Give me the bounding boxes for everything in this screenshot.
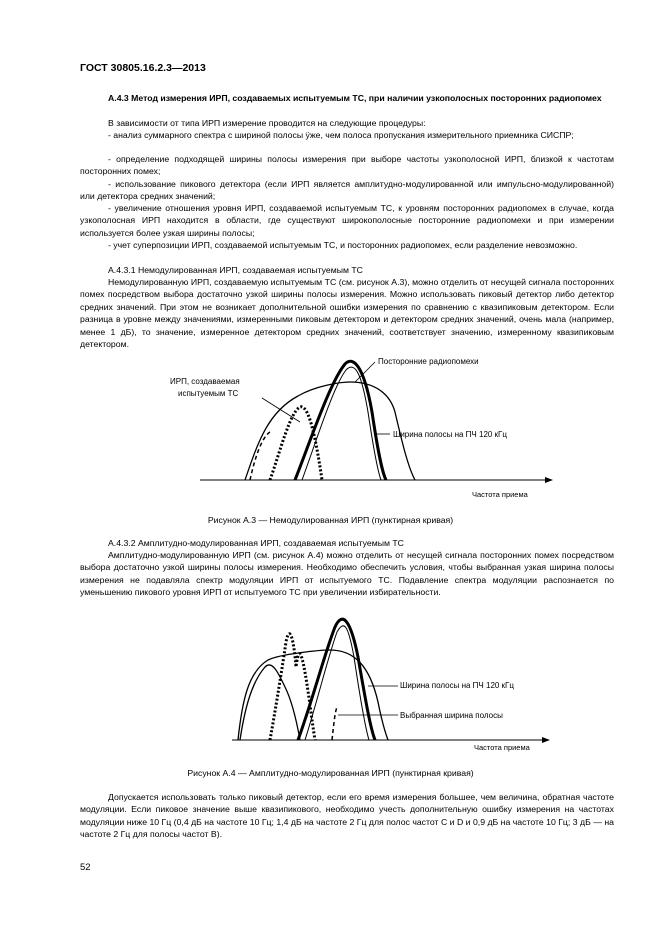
section-a43-intro: В зависимости от типа ИРП измерение проводится на следующие процедуры:: [108, 118, 426, 128]
section-a432-body: Амплитудно-модулированную ИРП (см. рисунок А.4) можно отделить от несущей сигнала посторонних помех посредством выбора достаточно узкой ширины полосы измерения. Необходимо обеспечить условия, чтобы выбранная узкая ширина полосы измерения не подавляла спектр модуляции ИРП от испытуемого ТС. Подавление спектра модуляции распознается по уменьшению пикового уровня ИРП от испытуемого ТС при увеличении избирательности.: [80, 550, 614, 598]
label-interference: Посторонние радиопомехи: [378, 357, 479, 366]
list-item: - учет суперпозиции ИРП, создаваемой испытуемым ТС, и посторонних радиопомех, если разделение невозможно.: [108, 240, 578, 250]
irp-curve-dotted: [270, 634, 315, 740]
bandwidth-filter-inner: [302, 367, 381, 480]
irp-curve-dotted: [270, 407, 322, 480]
label-irp-line1: ИРП, создаваемая: [170, 377, 240, 386]
label-bandwidth: Ширина полосы на ПЧ 120 кГц: [393, 430, 507, 439]
axis-label: Частота приема: [474, 743, 530, 752]
figure-a4: [220, 612, 565, 752]
final-paragraph: Допускается использовать только пиковый детектор, если его время измерения большее, чем величина, обратная частоте модуляции. Если пиковое значение выше квазипикового, необходимо учесть дополнительную ошибку измерения на частотах модуляции ниже 10 Гц (0,4 дБ на частоте 10 Гц; 1,4 дБ на частоте 2 Гц для полос частот С и D и 0,9 дБ на частоте 10 Гц; 3 дБ — на частоте 2 Гц для полосы частот В).: [80, 792, 614, 840]
page-number: 52: [80, 862, 91, 873]
leader-line-irp: [262, 398, 300, 422]
axis-label: Частота приема: [472, 490, 528, 499]
irp-envelope-curve: [240, 665, 300, 740]
axis-arrow-icon: [542, 737, 550, 743]
bandwidth-filter-inner: [305, 626, 369, 740]
section-a431-body: Немодулированную ИРП, создаваемую испытуемым ТС (см. рисунок А.3), можно отделить от несущей сигнала посторонних помех посредством выбора достаточно узкой ширины полосы измерения. Можно использовать пиковый детектор либо детектор средних значений. При этом не возникает дополнительной ошибки измерения по сравнению с квазипиковым детектором. Если разница в уровне между значениями, измеренными пиковым детектором и детектором средних значений, очень мала (например, менее 1 дБ), то значение, измеренное детектором средних значений, соответствует значению, измеренному квазипиковым детектором.: [80, 277, 614, 350]
selected-bandwidth-dashed: [332, 707, 337, 740]
axis-arrow-icon: [545, 477, 553, 483]
figure-a4-caption: Рисунок А.4 — Амплитудно-модулированная ИРП (пунктирная кривая): [187, 768, 474, 778]
list-item: - увеличение отношения уровня ИРП, создаваемой испытуемым ТС, к уровням посторонних радиопомех в случае, когда узкополосная ИРП находится в области, где существуют широкополосные посторонние радиопомехи и при измерении используется более узкая ширины полосы;: [80, 203, 614, 238]
label-bandwidth: Ширина полосы на ПЧ 120 кГц: [400, 681, 514, 690]
list-item: - определение подходящей ширины полосы измерения при выборе частоты узкополосной ИРП, близкой к частотам посторонних помех;: [80, 154, 614, 177]
list-item: - анализ суммарного спектра с шириной полосы ÿже, чем полоса пропускания измерительного приемника СИСПР;: [108, 130, 574, 140]
label-selected-bandwidth: Выбранная ширина полосы: [400, 711, 503, 720]
figure-a3-caption: Рисунок А.3 — Немодулированная ИРП (пунктирная кривая): [207, 515, 454, 525]
standard-header: ГОСТ 30805.16.2.3—2013: [80, 62, 206, 74]
section-a43-title: А.4.3 Метод измерения ИРП, создаваемых испытуемым ТС, при наличии узкополосных посторонних радиопомех: [108, 93, 602, 103]
figure-a3: [150, 352, 560, 502]
interference-curve: [245, 382, 415, 480]
bandwidth-filter-curve: [298, 619, 375, 740]
section-a431-title: А.4.3.1 Немодулированная ИРП, создаваемая испытуемым ТС: [108, 265, 363, 275]
list-item: - использование пикового детектора (если ИРП является амплитудно-модулированной или импульсно-модулированной) или детектора средних значений;: [80, 179, 614, 202]
section-a432-title: А.4.3.2 Амплитудно-модулированная ИРП, создаваемая испытуемым ТС: [108, 538, 404, 548]
label-irp-line2: испытуемым ТС: [178, 389, 239, 398]
